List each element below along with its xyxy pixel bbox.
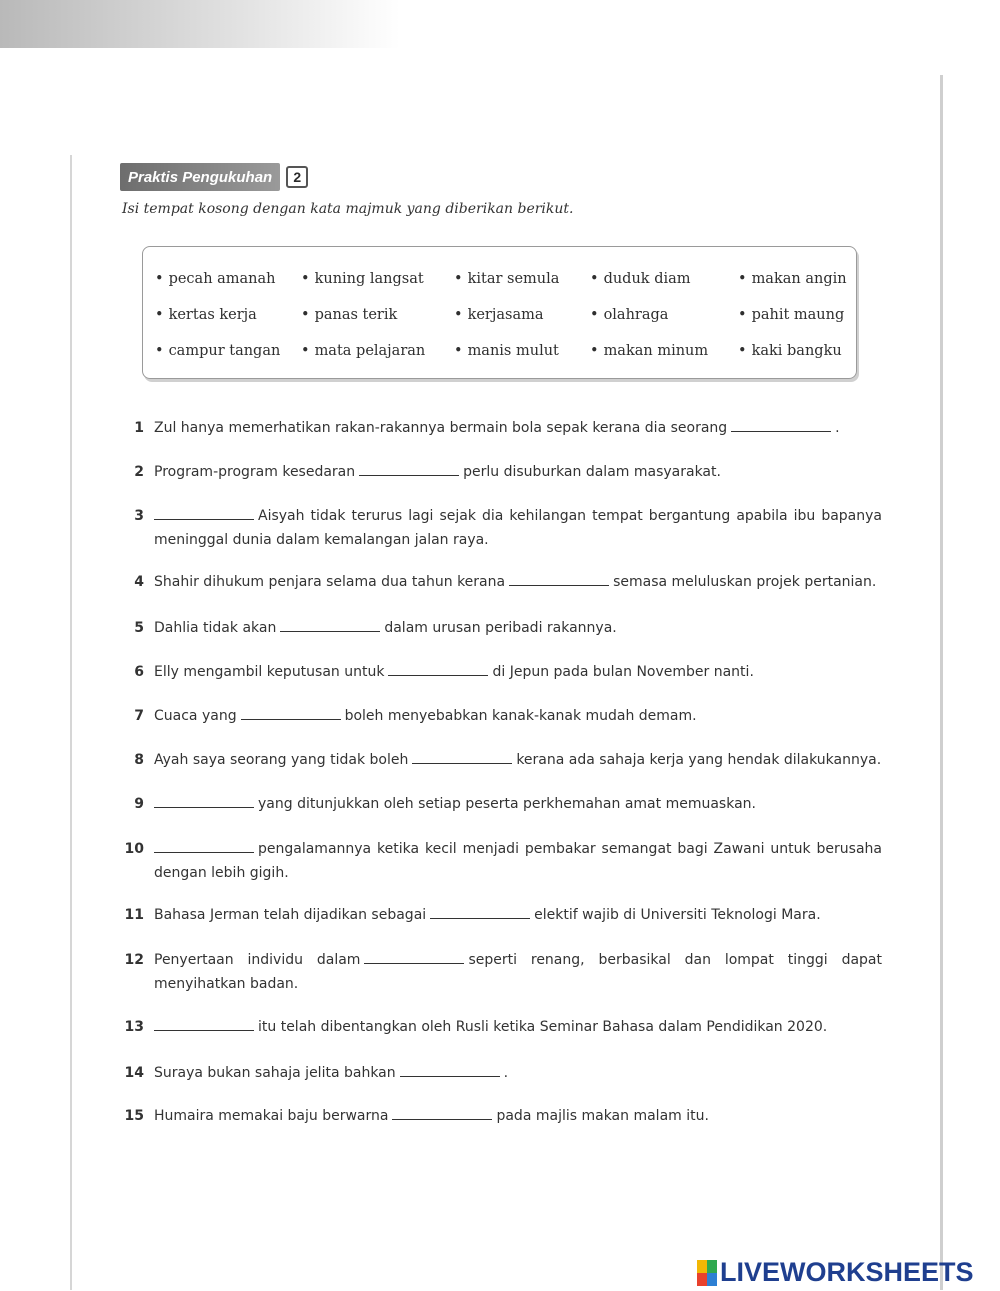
- liveworksheets-logo-icon: [697, 1260, 717, 1286]
- answer-blank[interactable]: [154, 505, 254, 520]
- question-10: [122, 837, 882, 885]
- question-text: kerana ada sahaja kerja yang hendak dilakukannya.: [516, 752, 882, 768]
- question-text: perlu disuburkan dalam masyarakat.: [463, 464, 721, 480]
- question-text: .: [503, 1065, 509, 1081]
- question-number: 4: [134, 574, 144, 590]
- answer-blank[interactable]: [364, 949, 464, 964]
- question-1: [122, 416, 882, 440]
- question-number: 3: [134, 508, 144, 524]
- question-8: [122, 748, 882, 772]
- question-5: [122, 616, 882, 640]
- question-text: dalam urusan peribadi rakannya.: [384, 620, 617, 636]
- question-text: Zul hanya memerhatikan rakan-rakannya bermain bola sepak kerana dia seorang: [154, 420, 728, 436]
- question-text: boleh menyebabkan kanak-kanak mudah demam.: [344, 708, 697, 724]
- word-bank-item: • kitar semula: [454, 271, 590, 287]
- question-number: 2: [134, 464, 144, 480]
- question-number: 7: [134, 708, 144, 724]
- word-bank-item: • kaki bangku: [738, 343, 848, 359]
- question-text: seperti renang, berbasikal dan lompat tinggi dapat menyihatkan badan.: [154, 952, 882, 992]
- word-bank-box: [142, 246, 857, 379]
- word-bank-row: [155, 297, 855, 333]
- answer-blank[interactable]: [392, 1105, 492, 1120]
- answer-blank[interactable]: [154, 793, 254, 808]
- question-number: 11: [124, 907, 144, 923]
- question-text: Elly mengambil keputusan untuk: [154, 664, 385, 680]
- word-bank-item: • makan minum: [590, 343, 738, 359]
- question-number: 10: [124, 841, 144, 857]
- question-13: [122, 1015, 882, 1039]
- question-text: Program-program kesedaran: [154, 464, 356, 480]
- answer-blank[interactable]: [400, 1062, 500, 1077]
- word-bank-item: • olahraga: [590, 307, 738, 323]
- question-number: 12: [124, 952, 144, 968]
- question-number: 5: [134, 620, 144, 636]
- question-6: [122, 660, 882, 684]
- question-number: 15: [124, 1108, 144, 1124]
- answer-blank[interactable]: [154, 1016, 254, 1031]
- question-text: Ayah saya seorang yang tidak boleh: [154, 752, 409, 768]
- question-12: [122, 948, 882, 996]
- word-bank-item: • manis mulut: [454, 343, 590, 359]
- question-number: 6: [134, 664, 144, 680]
- word-bank-item: • makan angin: [738, 271, 848, 287]
- question-2: [122, 460, 882, 484]
- question-number: 8: [134, 752, 144, 768]
- question-number: 13: [124, 1019, 144, 1035]
- answer-blank[interactable]: [412, 749, 512, 764]
- question-text: Humaira memakai baju berwarna: [154, 1108, 389, 1124]
- question-number: 1: [134, 420, 144, 436]
- logo-text: LIVEWORKSHEETS: [720, 1257, 974, 1287]
- word-bank-row: [155, 261, 855, 297]
- question-number: 14: [124, 1065, 144, 1081]
- word-bank-grid: [155, 261, 855, 369]
- answer-blank[interactable]: [359, 461, 459, 476]
- question-text: Penyertaan individu dalam: [154, 952, 361, 968]
- question-text: Aisyah tidak terurus lagi sejak dia kehilangan tempat bergantung apabila ibu bapanya meninggal dunia dalam kemalangan jalan raya.: [154, 508, 882, 548]
- question-9: [122, 792, 882, 816]
- question-4: [122, 570, 882, 594]
- question-number: 9: [134, 796, 144, 812]
- page-edge-right: [940, 75, 943, 1290]
- question-text: Shahir dihukum penjara selama dua tahun kerana: [154, 574, 506, 590]
- question-text: semasa meluluskan projek pertanian.: [613, 574, 877, 590]
- question-text: .: [835, 420, 840, 436]
- section-title: Praktis Pengukuhan: [120, 163, 280, 191]
- section-number: 2: [286, 166, 308, 188]
- question-text: di Jepun pada bulan November nanti.: [492, 664, 754, 680]
- question-text: Dahlia tidak akan: [154, 620, 277, 636]
- word-bank-item: • kuning langsat: [301, 271, 454, 287]
- answer-blank[interactable]: [388, 661, 488, 676]
- question-15: [122, 1104, 882, 1128]
- instruction-text: Isi tempat kosong dengan kata majmuk yang diberikan berikut.: [122, 201, 574, 217]
- question-14: [122, 1061, 882, 1085]
- liveworksheets-logo: [697, 1257, 974, 1288]
- question-text: pengalamannya ketika kecil menjadi pembakar semangat bagi Zawani untuk berusaha dengan lebih gigih.: [154, 841, 882, 881]
- word-bank-item: • kerjasama: [454, 307, 590, 323]
- question-text: elektif wajib di Universiti Teknologi Mara.: [534, 907, 821, 923]
- word-bank-item: • panas terik: [301, 307, 454, 323]
- word-bank-item: • pahit maung: [738, 307, 848, 323]
- section-header: [120, 163, 308, 191]
- question-text: pada majlis makan malam itu.: [496, 1108, 709, 1124]
- word-bank-item: • pecah amanah: [155, 271, 301, 287]
- question-text: itu telah dibentangkan oleh Rusli ketika Seminar Bahasa dalam Pendidikan 2020.: [258, 1019, 828, 1035]
- word-bank-item: • kertas kerja: [155, 307, 301, 323]
- question-text: Suraya bukan sahaja jelita bahkan: [154, 1065, 396, 1081]
- page-edge-left: [70, 155, 72, 1290]
- question-11: [122, 903, 882, 927]
- answer-blank[interactable]: [154, 838, 254, 853]
- question-text: Cuaca yang: [154, 708, 237, 724]
- question-text: Bahasa Jerman telah dijadikan sebagai: [154, 907, 427, 923]
- answer-blank[interactable]: [430, 904, 530, 919]
- question-3: [122, 504, 882, 552]
- question-7: [122, 704, 882, 728]
- word-bank-row: [155, 333, 855, 369]
- word-bank-item: • mata pelajaran: [301, 343, 454, 359]
- answer-blank[interactable]: [731, 417, 831, 432]
- scan-shadow: [0, 0, 400, 48]
- question-text: yang ditunjukkan oleh setiap peserta perkhemahan amat memuaskan.: [258, 796, 756, 812]
- answer-blank[interactable]: [509, 571, 609, 586]
- answer-blank[interactable]: [280, 617, 380, 632]
- word-bank-item: • duduk diam: [590, 271, 738, 287]
- word-bank-item: • campur tangan: [155, 343, 301, 359]
- answer-blank[interactable]: [241, 705, 341, 720]
